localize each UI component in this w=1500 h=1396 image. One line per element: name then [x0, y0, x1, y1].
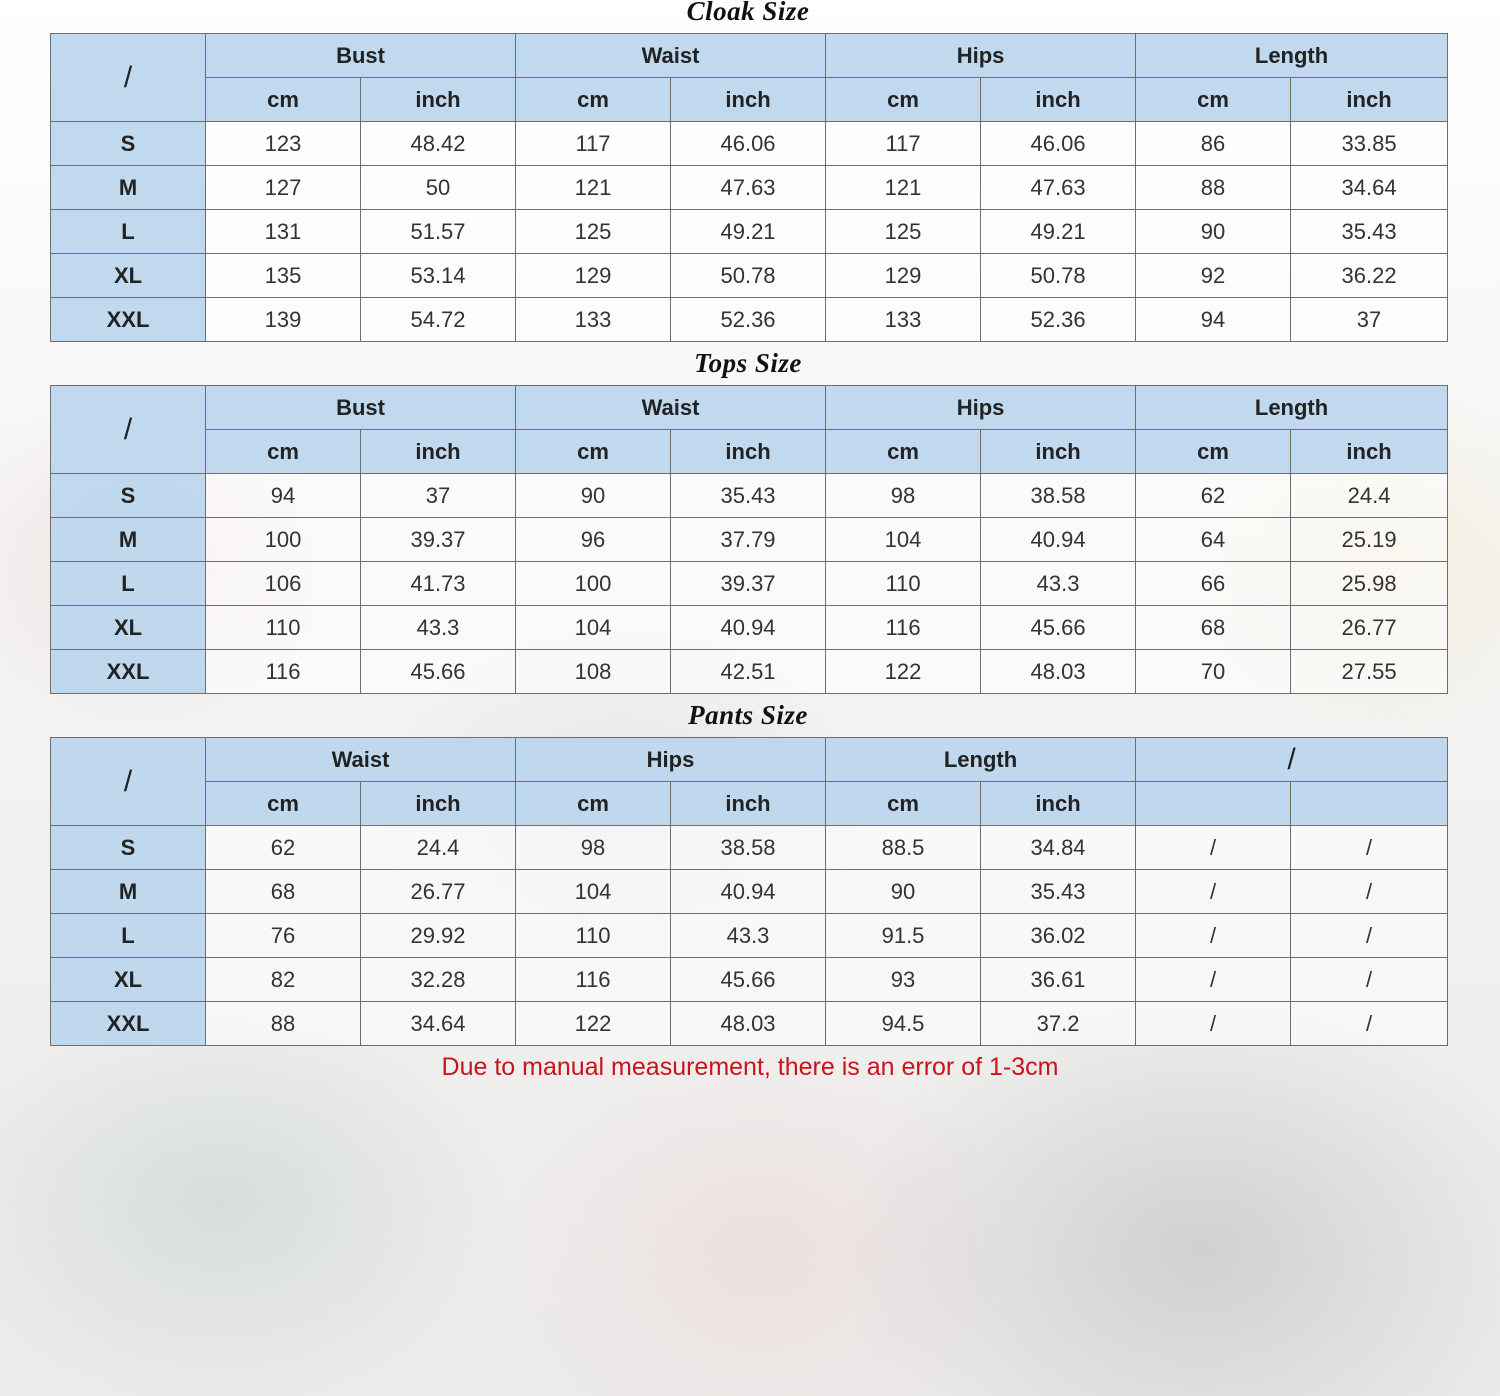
- group-header: Hips: [826, 34, 1136, 78]
- unit-header: cm: [206, 78, 361, 122]
- size-table: [50, 385, 1448, 694]
- cell: 41.73: [361, 562, 516, 606]
- unit-header: inch: [1291, 78, 1448, 122]
- cell: 45.66: [981, 606, 1136, 650]
- group-header: Length: [826, 738, 1136, 782]
- cell: 104: [826, 518, 981, 562]
- table-row: [51, 474, 1448, 518]
- unit-header: cm: [826, 78, 981, 122]
- unit-header: cm: [1136, 430, 1291, 474]
- cell: 35.43: [1291, 210, 1448, 254]
- cell: 48.03: [671, 1002, 826, 1046]
- cell: 116: [826, 606, 981, 650]
- cell: 47.63: [671, 166, 826, 210]
- cell: 90: [516, 474, 671, 518]
- cell: 43.3: [361, 606, 516, 650]
- cell: 94.5: [826, 1002, 981, 1046]
- table-row: [51, 122, 1448, 166]
- cell: 24.4: [1291, 474, 1448, 518]
- section-title: Cloak Size: [686, 0, 810, 26]
- unit-header: cm: [206, 430, 361, 474]
- corner-cell: /: [51, 386, 206, 474]
- cell: 35.43: [671, 474, 826, 518]
- cell: 36.61: [981, 958, 1136, 1002]
- cell: 39.37: [361, 518, 516, 562]
- cell: 117: [826, 122, 981, 166]
- unit-header: cm: [516, 78, 671, 122]
- cell: 35.43: [981, 870, 1136, 914]
- cell: 27.55: [1291, 650, 1448, 694]
- size-label: XXL: [51, 1002, 206, 1046]
- table-row: [51, 166, 1448, 210]
- unit-header: cm: [826, 430, 981, 474]
- group-header: Waist: [516, 34, 826, 78]
- cell: 50.78: [671, 254, 826, 298]
- cell: 70: [1136, 650, 1291, 694]
- cell: 25.98: [1291, 562, 1448, 606]
- cell: 122: [826, 650, 981, 694]
- cell: 49.21: [981, 210, 1136, 254]
- section-title: Pants Size: [688, 700, 808, 730]
- cell: 37: [361, 474, 516, 518]
- cell: 26.77: [361, 870, 516, 914]
- cell: 96: [516, 518, 671, 562]
- group-header: Hips: [516, 738, 826, 782]
- cell: 104: [516, 870, 671, 914]
- group-header: Hips: [826, 386, 1136, 430]
- cell: 92: [1136, 254, 1291, 298]
- table-row: [51, 1002, 1448, 1046]
- size-label: S: [51, 826, 206, 870]
- unit-header: inch: [981, 430, 1136, 474]
- cell: 88.5: [826, 826, 981, 870]
- cell: 90: [826, 870, 981, 914]
- cell: 66: [1136, 562, 1291, 606]
- group-header: Length: [1136, 386, 1448, 430]
- cell: 98: [516, 826, 671, 870]
- cell: 100: [516, 562, 671, 606]
- cell: /: [1136, 1002, 1291, 1046]
- cell: 68: [206, 870, 361, 914]
- cell: 45.66: [671, 958, 826, 1002]
- cell: 46.06: [671, 122, 826, 166]
- cell: 127: [206, 166, 361, 210]
- cell: 108: [516, 650, 671, 694]
- unit-header: inch: [361, 78, 516, 122]
- size-label: S: [51, 474, 206, 518]
- size-label: L: [51, 914, 206, 958]
- cell: 40.94: [671, 606, 826, 650]
- cell: 26.77: [1291, 606, 1448, 650]
- cell: 29.92: [361, 914, 516, 958]
- cell: 46.06: [981, 122, 1136, 166]
- cell: 38.58: [981, 474, 1136, 518]
- cell: 43.3: [671, 914, 826, 958]
- unit-header: cm: [516, 430, 671, 474]
- cell: /: [1291, 870, 1448, 914]
- table-row: [51, 914, 1448, 958]
- cell: 94: [1136, 298, 1291, 342]
- cell: 54.72: [361, 298, 516, 342]
- cell: 117: [516, 122, 671, 166]
- group-header: Waist: [516, 386, 826, 430]
- cell: 38.58: [671, 826, 826, 870]
- table-row: [51, 254, 1448, 298]
- cell: 32.28: [361, 958, 516, 1002]
- cell: /: [1136, 826, 1291, 870]
- unit-header: inch: [981, 782, 1136, 826]
- cell: 110: [206, 606, 361, 650]
- unit-header: cm: [206, 782, 361, 826]
- unit-header: inch: [981, 78, 1136, 122]
- group-header: Length: [1136, 34, 1448, 78]
- cell: /: [1291, 914, 1448, 958]
- unit-header: [1291, 782, 1448, 826]
- cell: /: [1136, 914, 1291, 958]
- cell: 122: [516, 1002, 671, 1046]
- unit-header: inch: [361, 782, 516, 826]
- unit-header: inch: [361, 430, 516, 474]
- cell: 123: [206, 122, 361, 166]
- cell: 91.5: [826, 914, 981, 958]
- table-row: [51, 870, 1448, 914]
- cell: 82: [206, 958, 361, 1002]
- unit-header: cm: [1136, 78, 1291, 122]
- cell: 68: [1136, 606, 1291, 650]
- cell: 50: [361, 166, 516, 210]
- cell: 62: [1136, 474, 1291, 518]
- size-label: XL: [51, 958, 206, 1002]
- cell: 42.51: [671, 650, 826, 694]
- size-label: S: [51, 122, 206, 166]
- table-row: [51, 650, 1448, 694]
- cell: 47.63: [981, 166, 1136, 210]
- cell: 129: [826, 254, 981, 298]
- cell: 52.36: [671, 298, 826, 342]
- cell: 33.85: [1291, 122, 1448, 166]
- size-table: [50, 33, 1448, 342]
- table-row: [51, 958, 1448, 1002]
- group-header: /: [1136, 738, 1448, 782]
- cell: 40.94: [671, 870, 826, 914]
- cell: 37.2: [981, 1002, 1136, 1046]
- table-row: [51, 298, 1448, 342]
- cell: 62: [206, 826, 361, 870]
- cell: 133: [516, 298, 671, 342]
- unit-header: cm: [826, 782, 981, 826]
- cell: 49.21: [671, 210, 826, 254]
- cell: 53.14: [361, 254, 516, 298]
- table-row: [51, 562, 1448, 606]
- size-label: L: [51, 562, 206, 606]
- cell: 116: [206, 650, 361, 694]
- cell: 86: [1136, 122, 1291, 166]
- unit-header: inch: [671, 78, 826, 122]
- corner-cell: /: [51, 738, 206, 826]
- unit-header: inch: [671, 430, 826, 474]
- table-row: [51, 606, 1448, 650]
- cell: /: [1136, 870, 1291, 914]
- size-label: L: [51, 210, 206, 254]
- size-label: M: [51, 166, 206, 210]
- cell: 100: [206, 518, 361, 562]
- cell: 110: [516, 914, 671, 958]
- cell: 34.64: [361, 1002, 516, 1046]
- cell: 139: [206, 298, 361, 342]
- cell: 45.66: [361, 650, 516, 694]
- cell: /: [1291, 826, 1448, 870]
- section-title: Tops Size: [694, 348, 802, 378]
- cell: 40.94: [981, 518, 1136, 562]
- size-label: XL: [51, 606, 206, 650]
- group-header: Bust: [206, 34, 516, 78]
- unit-header: inch: [671, 782, 826, 826]
- cell: /: [1136, 958, 1291, 1002]
- table-row: [51, 210, 1448, 254]
- size-table: [50, 737, 1448, 1046]
- cell: 76: [206, 914, 361, 958]
- cell: 88: [206, 1002, 361, 1046]
- cell: 52.36: [981, 298, 1136, 342]
- cell: 131: [206, 210, 361, 254]
- cell: 116: [516, 958, 671, 1002]
- unit-header: inch: [1291, 430, 1448, 474]
- cell: 51.57: [361, 210, 516, 254]
- cell: 37: [1291, 298, 1448, 342]
- cell: 106: [206, 562, 361, 606]
- cell: 135: [206, 254, 361, 298]
- cell: 98: [826, 474, 981, 518]
- cell: /: [1291, 1002, 1448, 1046]
- table-row: [51, 518, 1448, 562]
- cell: 25.19: [1291, 518, 1448, 562]
- cell: 34.84: [981, 826, 1136, 870]
- cell: 90: [1136, 210, 1291, 254]
- cell: 104: [516, 606, 671, 650]
- group-header: Waist: [206, 738, 516, 782]
- cell: 36.02: [981, 914, 1136, 958]
- table-row: [51, 826, 1448, 870]
- cell: 125: [826, 210, 981, 254]
- cell: /: [1291, 958, 1448, 1002]
- cell: 93: [826, 958, 981, 1002]
- corner-cell: /: [51, 34, 206, 122]
- cell: 129: [516, 254, 671, 298]
- cell: 24.4: [361, 826, 516, 870]
- cell: 50.78: [981, 254, 1136, 298]
- cell: 37.79: [671, 518, 826, 562]
- cell: 34.64: [1291, 166, 1448, 210]
- cell: 64: [1136, 518, 1291, 562]
- cell: 39.37: [671, 562, 826, 606]
- size-label: M: [51, 518, 206, 562]
- cell: 88: [1136, 166, 1291, 210]
- cell: 94: [206, 474, 361, 518]
- unit-header: [1136, 782, 1291, 826]
- size-label: M: [51, 870, 206, 914]
- cell: 121: [826, 166, 981, 210]
- size-label: XXL: [51, 650, 206, 694]
- unit-header: cm: [516, 782, 671, 826]
- group-header: Bust: [206, 386, 516, 430]
- cell: 43.3: [981, 562, 1136, 606]
- measurement-note: Due to manual measurement, there is an error of 1-3cm: [441, 1053, 1059, 1081]
- cell: 125: [516, 210, 671, 254]
- size-label: XL: [51, 254, 206, 298]
- cell: 133: [826, 298, 981, 342]
- cell: 110: [826, 562, 981, 606]
- cell: 121: [516, 166, 671, 210]
- size-label: XXL: [51, 298, 206, 342]
- cell: 48.03: [981, 650, 1136, 694]
- cell: 36.22: [1291, 254, 1448, 298]
- cell: 48.42: [361, 122, 516, 166]
